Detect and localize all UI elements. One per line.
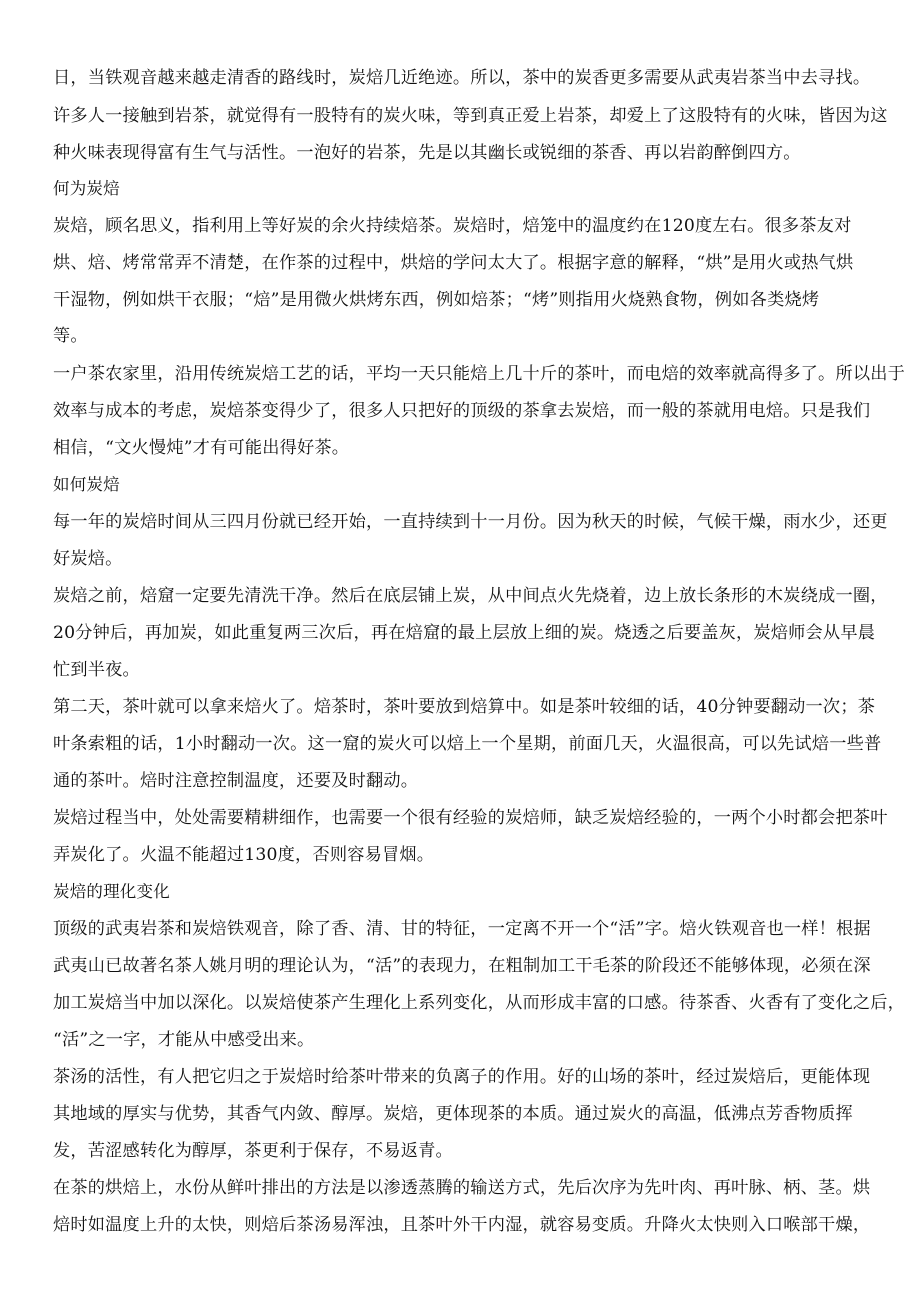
text-line: 干湿物，例如烘干衣服；“焙”是用微火烘烤东西，例如焙茶；“烤”则指用火烧熟食物，例如各类烧烤 [53, 290, 820, 310]
text-line: 焙时如温度上升的太快，则焙后茶汤易浑浊，且茶叶外干内湿，就容易变质。升降火太快则入口喉部干燥， [53, 1215, 871, 1235]
text-line: 相信，“文火慢炖”才有可能出得好茶。 [53, 438, 350, 458]
text-line: 在茶的烘焙上，水份从鲜叶排出的方法是以渗透蒸腾的输送方式，先后次序为先叶肉、再叶脉、柄、茎。烘 [53, 1178, 871, 1198]
text-line: 炭焙之前，焙窟一定要先清洗干净。然后在底层铺上炭，从中间点火先烧着，边上放长条形的木炭绕成一圈， [53, 586, 888, 606]
text-line: 日，当铁观音越来越走清香的路线时，炭焙几近绝迹。所以，茶中的炭香更多需要从武夷岩茶当中去寻找。 [53, 68, 871, 88]
text-line: 炭焙过程当中，处处需要精耕细作，也需要一个很有经验的炭焙师，缺乏炭焙经验的，一两个小时都会把茶叶 [53, 808, 888, 828]
text-line: 叶条索粗的话，1小时翻动一次。这一窟的炭火可以焙上一个星期，前面几天，火温很高，可以先试焙一些普 [53, 734, 882, 754]
section-heading: 炭焙的理化变化 [53, 882, 170, 901]
text-line: 许多人一接触到岩茶，就觉得有一股特有的炭火味，等到真正爱上岩茶，却爱上了这股特有的火味，皆因为这 [53, 106, 888, 126]
text-line: 弄炭化了。火温不能超过130度，否则容易冒烟。 [53, 845, 435, 865]
text-line: 茶汤的活性，有人把它归之于炭焙时给茶叶带来的负离子的作用。好的山场的茶叶，经过炭焙后，更能体现 [53, 1067, 871, 1087]
text-line: 一户茶农家里，沿用传统炭焙工艺的话，平均一天只能焙上几十斤的茶叶，而电焙的效率就高得多了。所以出于 [53, 364, 905, 384]
text-line: “活”之一字，才能从中感受出来。 [53, 1030, 315, 1050]
section-heading: 如何炭焙 [53, 475, 120, 494]
section-heading: 何为炭焙 [53, 179, 120, 198]
text-line: 发，苦涩感转化为醇厚，茶更利于保存，不易返青。 [53, 1141, 453, 1161]
text-line: 烘、焙、烤常常弄不清楚，在作茶的过程中，烘焙的学问太大了。根据字意的解释，“烘”是用火或热气烘 [53, 253, 854, 273]
text-line: 其地域的厚实与优势，其香气内敛、醇厚。炭焙，更体现茶的本质。通过炭火的高温，低沸点芳香物质挥 [53, 1104, 853, 1124]
text-line: 通的茶叶。焙时注意控制温度，还要及时翻动。 [53, 771, 419, 791]
text-line: 顶级的武夷岩茶和炭焙铁观音，除了香、清、甘的特征，一定离不开一个“活”字。焙火铁观音也一样！根据 [53, 919, 871, 939]
text-line: 20分钟后，再加炭，如此重复两三次后，再在焙窟的最上层放上细的炭。烧透之后要盖灰，炭焙师会从早晨 [53, 623, 876, 643]
text-line: 加工炭焙当中加以深化。以炭焙使茶产生理化上系列变化，从而形成丰富的口感。待茶香、火香有了变化之后， [53, 993, 905, 1013]
text-line: 等。 [53, 326, 88, 346]
text-line: 种火味表现得富有生气与活性。一泡好的岩茶，先是以其幽长或锐细的茶香、再以岩韵醉倒四方。 [53, 143, 801, 163]
text-line: 忙到半夜。 [53, 660, 140, 680]
text-line: 炭焙，顾名思义，指利用上等好炭的余火持续焙茶。炭焙时，焙笼中的温度约在120度左右。很多茶友对 [53, 216, 852, 236]
text-line: 每一年的炭焙时间从三四月份就已经开始，一直持续到十一月份。因为秋天的时候，气候干燥，雨水少，还更 [53, 512, 888, 532]
text-line: 武夷山已故著名茶人姚月明的理论认为，“活”的表现力，在粗制加工干毛茶的阶段还不能够体现，必须在深 [53, 956, 871, 976]
text-line: 效率与成本的考虑，炭焙茶变得少了，很多人只把好的顶级的茶拿去炭焙，而一般的茶就用电焙。只是我们 [53, 401, 871, 421]
text-line: 好炭焙。 [53, 549, 123, 569]
text-line: 第二天，茶叶就可以拿来焙火了。焙茶时，茶叶要放到焙算中。如是茶叶较细的话，40分钟要翻动一次；茶 [53, 697, 876, 717]
